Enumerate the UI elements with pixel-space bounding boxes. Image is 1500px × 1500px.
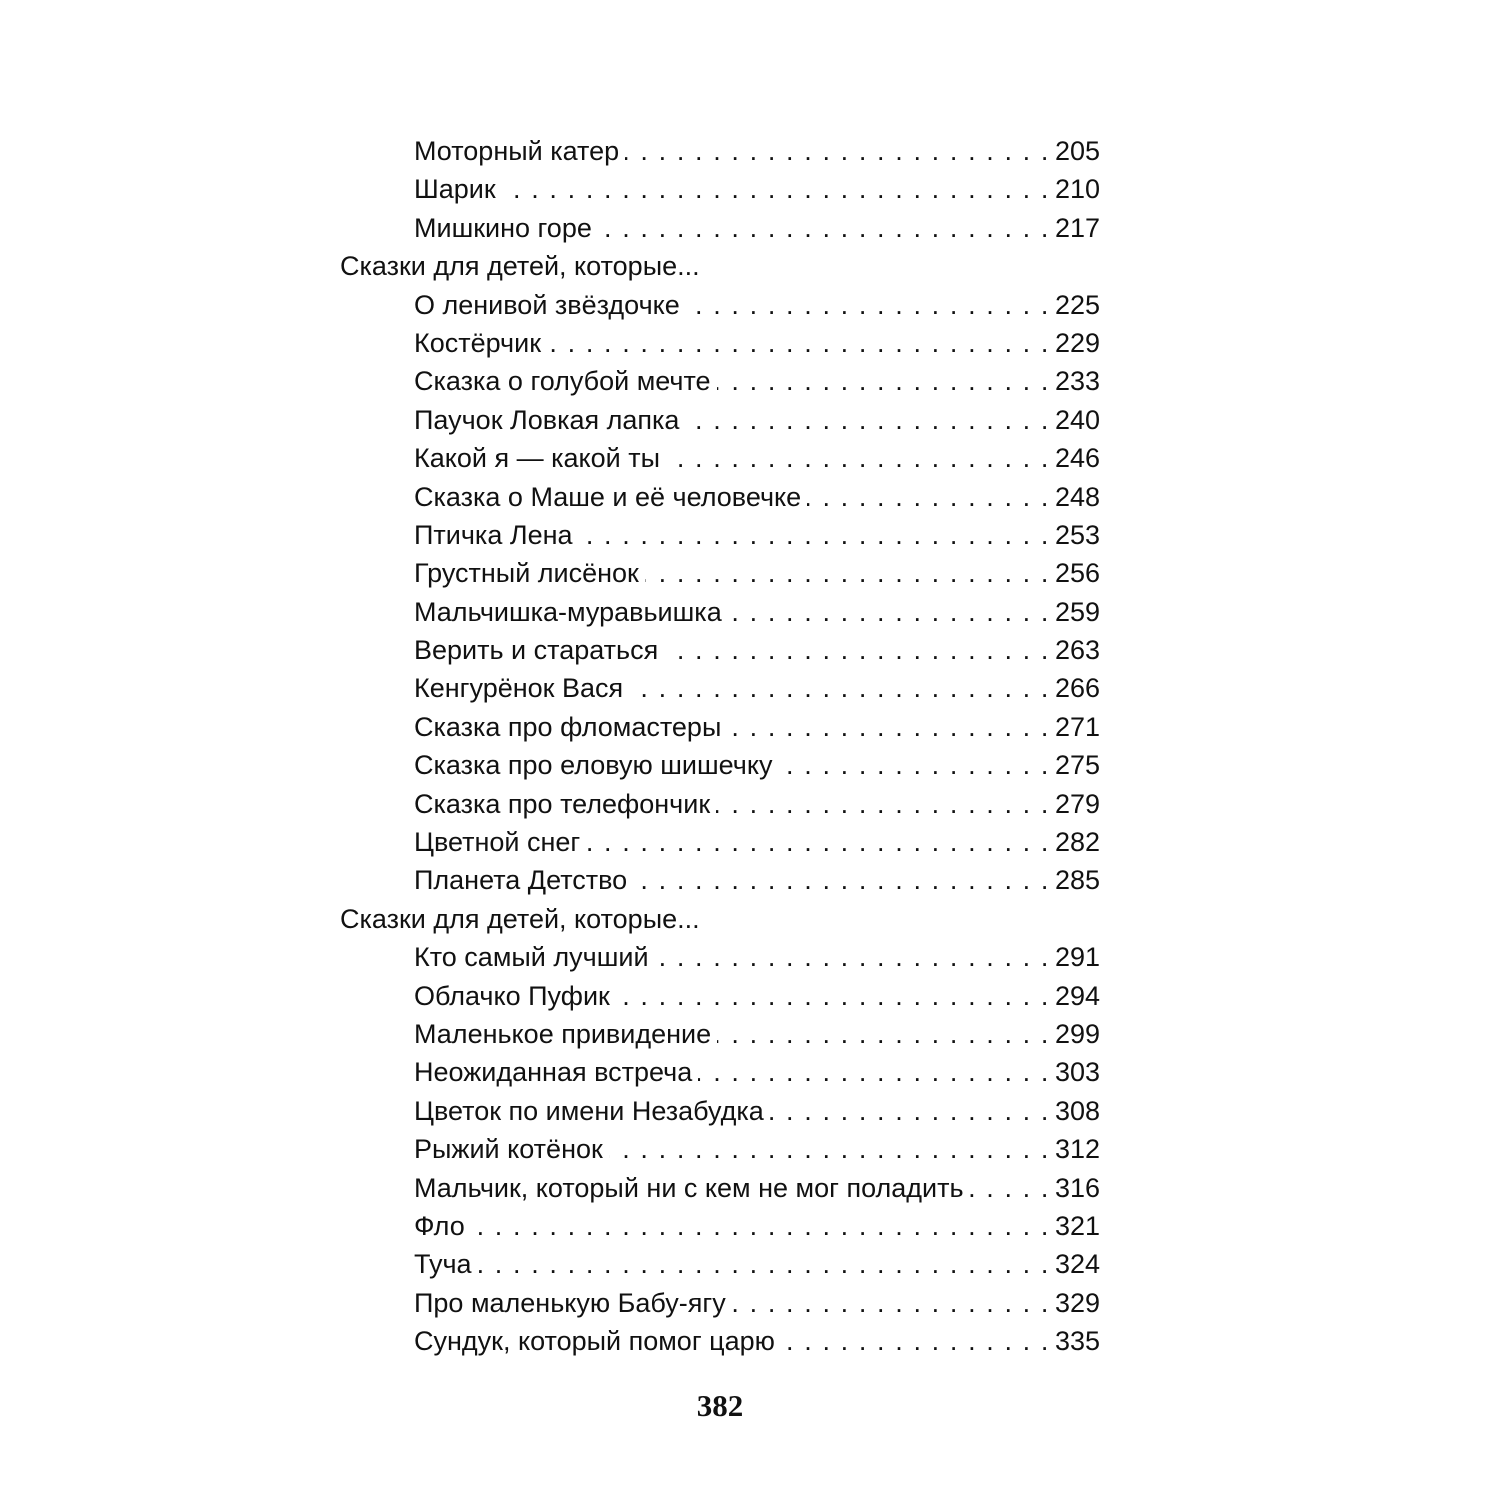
toc-entry-title: Сказка про фломастеры [414,711,722,742]
toc-entry-title: Сказка про телефончик [414,788,711,819]
toc-entry-title: Кто самый лучший [414,942,649,973]
toc-entry-title: Планета Детство [414,865,628,896]
toc-entry [340,439,1100,477]
dot-leader [781,1322,1050,1360]
dot-leader [732,1284,1050,1322]
toc-entry-page-number: 205 [1054,136,1100,166]
page-number: 382 [696,1388,744,1423]
toc-entry-title: Какой я — какой ты [414,443,660,474]
section-heading-title: Сказки для детей, которые... [340,251,700,282]
toc-entry [340,1169,1100,1207]
toc-entry-page-number: 246 [1054,443,1100,474]
toc-entry-page-number: 210 [1054,174,1100,205]
dot-leader [716,785,1050,823]
toc-entry-page-number: 279 [1054,788,1100,819]
dot-leader [727,708,1050,746]
toc-entry [340,1015,1100,1053]
toc-entry-page-number: 291 [1054,942,1100,973]
dot-leader [686,286,1050,324]
toc-entry [340,324,1100,362]
dot-leader [616,977,1050,1015]
toc-entry-title: Грустный лисёнок [414,558,639,589]
dot-leader [645,554,1050,592]
toc-entry [340,669,1100,707]
toc-entry-page-number: 240 [1054,404,1100,435]
dot-leader [598,209,1050,247]
toc-entry [340,209,1100,247]
dot-leader [728,593,1050,631]
toc-entry [340,1130,1100,1168]
toc-entry-title: Паучок Ловкая лапка [414,404,680,435]
toc-entry-page-number: 303 [1054,1057,1100,1088]
toc-entry [340,1092,1100,1130]
dot-leader [655,938,1050,976]
dot-leader [698,1053,1050,1091]
dot-leader [770,1092,1050,1130]
toc-entry-page-number: 225 [1054,289,1100,320]
toc-entry [340,977,1100,1015]
toc-entry-page-number: 233 [1054,366,1100,397]
dot-leader [547,324,1050,362]
toc-entry [340,362,1100,400]
toc-entry [340,1207,1100,1245]
toc-entry [340,516,1100,554]
toc-entry-page-number: 321 [1054,1210,1100,1241]
toc-entry [340,785,1100,823]
toc-entry [340,938,1100,976]
toc-entry-page-number: 324 [1054,1249,1100,1280]
toc-entry [340,861,1100,899]
toc-entry-title: Туча [414,1249,472,1280]
toc-entry-title: Сказка о голубой мечте [414,366,711,397]
toc-entry [340,823,1100,861]
toc-entry-title: Рыжий котёнок [414,1134,603,1165]
toc-entry-page-number: 312 [1054,1134,1100,1165]
dot-leader [629,669,1050,707]
toc-entry-page-number: 316 [1054,1172,1100,1203]
toc-entry-title: Фло [414,1210,465,1241]
toc-entry [340,401,1100,439]
toc-entry [340,708,1100,746]
dot-leader [633,861,1050,899]
toc-entry-page-number: 294 [1054,980,1100,1011]
dot-leader [502,170,1050,208]
dot-leader [664,631,1050,669]
toc-entry [340,746,1100,784]
dot-leader [807,478,1050,516]
toc-entry-title: Неожиданная встреча [414,1057,693,1088]
dot-leader [609,1130,1050,1168]
dot-leader [625,132,1050,170]
toc-entry-page-number: 275 [1054,750,1100,781]
toc-entry-page-number: 282 [1054,827,1100,858]
toc-entry-title: Сказка про еловую шишечку [414,750,773,781]
toc-entry-title: Сказка о Маше и её человечке [414,481,802,512]
toc-entry-page-number: 271 [1054,711,1100,742]
toc-entry-title: Мишкино горе [414,212,592,243]
dot-leader [717,1015,1050,1053]
toc-entry-title: Облачко Пуфик [414,980,610,1011]
dot-leader [970,1169,1050,1207]
toc-entry-page-number: 308 [1054,1095,1100,1126]
dot-leader [778,746,1050,784]
dot-leader [666,439,1050,477]
toc-entry-page-number: 335 [1054,1326,1100,1357]
toc-entry [340,170,1100,208]
table-of-contents [340,132,1100,1361]
toc-entry-title: Кенгурёнок Вася [414,673,624,704]
toc-entry-page-number: 256 [1054,558,1100,589]
toc-entry-title: Цветок по имени Незабудка [414,1095,764,1126]
dot-leader [478,1245,1050,1283]
toc-entry-title: Шарик [414,174,496,205]
toc-entry [340,478,1100,516]
toc-entry [340,631,1100,669]
toc-entry-page-number: 259 [1054,596,1100,627]
toc-entry [340,1284,1100,1322]
toc-entry-title: Костёрчик [414,327,542,358]
toc-entry-page-number: 229 [1054,327,1100,358]
toc-entry-page-number: 266 [1054,673,1100,704]
toc-entry [340,1053,1100,1091]
dot-leader [685,401,1050,439]
toc-entry [340,1245,1100,1283]
toc-entry [340,1322,1100,1360]
toc-entry-title: Верить и стараться [414,635,659,666]
dot-leader [471,1207,1050,1245]
toc-entry [340,132,1100,170]
toc-section-heading [340,247,1100,285]
toc-section-heading [340,900,1100,938]
dot-leader [586,823,1050,861]
toc-entry-title: Мальчишка-муравьишка [414,596,722,627]
toc-entry-title: О ленивой звёздочке [414,289,680,320]
toc-entry-title: Птичка Лена [414,519,573,550]
toc-entry [340,286,1100,324]
toc-entry-title: Маленькое привидение [414,1018,712,1049]
toc-entry [340,593,1100,631]
toc-entry-title: Про маленькую Бабу-ягу [414,1287,726,1318]
dot-leader [717,362,1050,400]
toc-entry-page-number: 263 [1054,635,1100,666]
toc-entry [340,554,1100,592]
toc-entry-page-number: 248 [1054,481,1100,512]
toc-entry-title: Цветной снег [414,827,581,858]
toc-entry-page-number: 329 [1054,1287,1100,1318]
toc-entry-title: Моторный катер [414,136,620,166]
toc-entry-page-number: 285 [1054,865,1100,896]
toc-entry-title: Сундук, который помог царю [414,1326,775,1357]
toc-entry-page-number: 217 [1054,212,1100,243]
toc-entry-page-number: 299 [1054,1018,1100,1049]
dot-leader [579,516,1050,554]
toc-entry-title: Мальчик, который ни с кем не мог поладить [414,1172,964,1203]
toc-entry-page-number: 253 [1054,519,1100,550]
section-heading-title: Сказки для детей, которые... [340,903,700,934]
